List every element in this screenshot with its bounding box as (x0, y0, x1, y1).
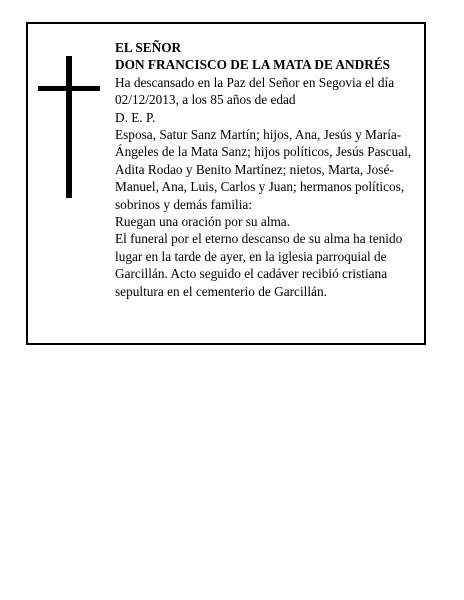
family-list: Esposa, Satur Sanz Martín; hijos, Ana, Jesús y María-Ángeles de la Mata Sanz; hijos políticos, Jesús Pascual, Adita Rodao y Benito Martínez; nietos, Marta, José-Manuel, Ana, Luis, Carlos y Juan; hermanos políticos, sobrinos y demás familia: (115, 127, 412, 212)
cross-vertical-bar (66, 56, 72, 198)
obituary-text (115, 39, 419, 300)
prayer-request: Ruegan una oración por su alma. (115, 214, 291, 230)
header-title: EL SEÑOR (115, 40, 182, 55)
dep-line: D. E. P. (115, 109, 156, 125)
deceased-name: DON FRANCISCO DE LA MATA DE ANDRÉS (115, 57, 391, 73)
cross-icon (38, 56, 100, 198)
obituary-notice (26, 22, 426, 345)
death-announcement: Ha descansado en la Paz del Señor en Segovia el día 02/12/2013, a los 85 años de edad (115, 74, 395, 108)
cross-horizontal-bar (38, 86, 100, 91)
funeral-info: El funeral por el eterno descanso de su alma ha tenido lugar en la tarde de ayer, en la iglesia parroquial de Garcillán. Acto seguido el cadáver recibió cristiana sepultura en el cementerio de Garcillán. (115, 231, 403, 299)
